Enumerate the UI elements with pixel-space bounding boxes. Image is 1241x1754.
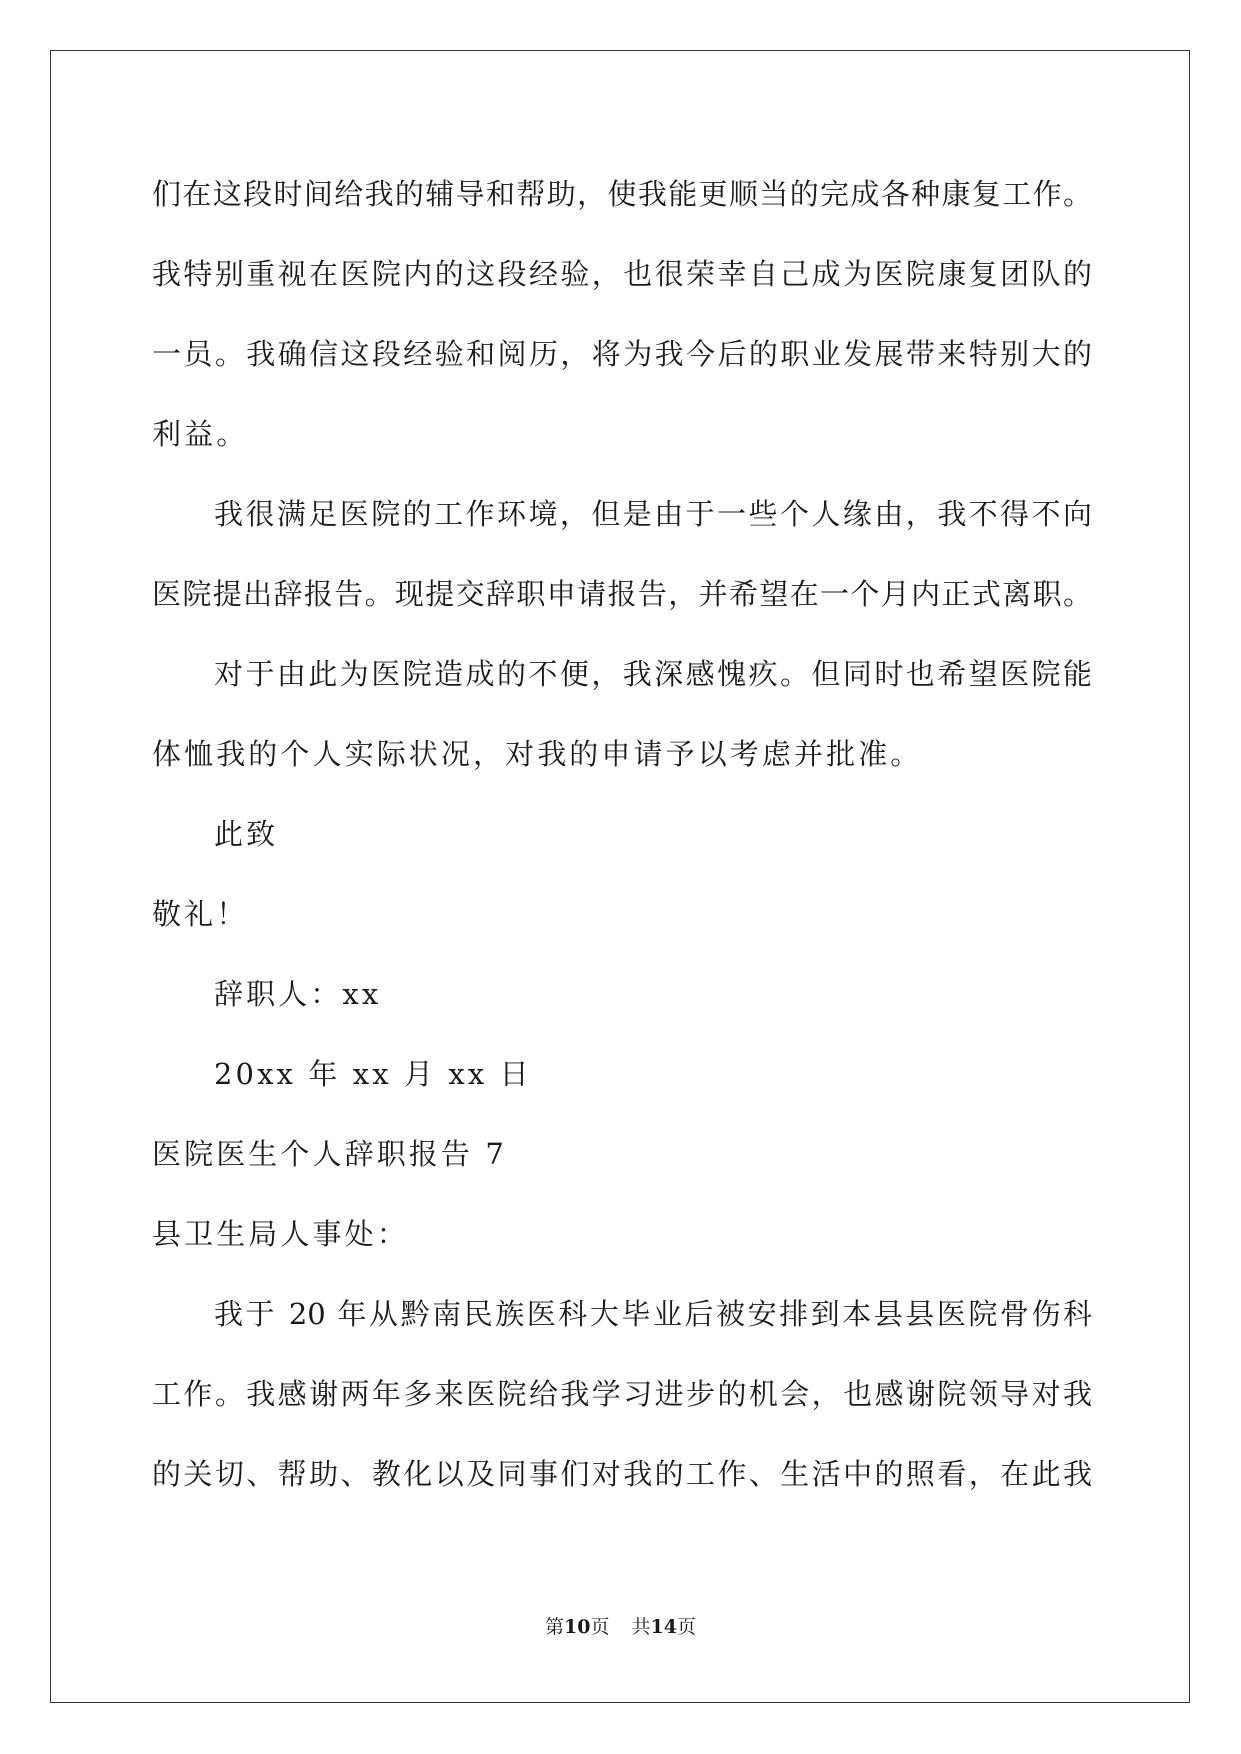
page-current-number: 10: [564, 1616, 591, 1638]
total-suffix: 页: [676, 1616, 696, 1638]
closing-regards: 敬礼！: [152, 897, 249, 931]
body-line-5: 我很满足医院的工作环境，但是由于一些个人缘由，我不得不向: [214, 497, 1092, 531]
body-line-15: 我于 20 年从黔南民族医科大毕业后被安排到本县县医院骨伤科: [214, 1297, 1092, 1331]
body-line-17: 的关切、帮助、教化以及同事们对我的工作、生活中的照看，在此我: [152, 1457, 1092, 1491]
page-mid: 页: [590, 1616, 610, 1638]
page-prefix: 第: [545, 1616, 565, 1638]
body-line-16: 工作。我感谢两年多来医院给我学习进步的机会，也感谢院领导对我: [152, 1377, 1092, 1411]
signature-name: 辞职人：xx: [214, 977, 382, 1011]
body-line-2: 我特别重视在医院内的这段经验，也很荣幸自己成为医院康复团队的: [152, 257, 1092, 291]
body-line-1: 们在这段时间给我的辅导和帮助，使我能更顺当的完成各种康复工作。: [152, 177, 1092, 211]
page-footer: [0, 1614, 1241, 1640]
body-line-3: 一员。我确信这段经验和阅历，将为我今后的职业发展带来特别大的: [152, 337, 1092, 371]
closing-salutation: 此致: [214, 817, 279, 851]
body-line-8: 体恤我的个人实际状况，对我的申请予以考虑并批准。: [152, 737, 923, 771]
body-line-4: 利益。: [152, 417, 249, 451]
section-heading: 医院医生个人辞职报告 7: [152, 1137, 507, 1171]
total-prefix: 共: [631, 1616, 651, 1638]
addressee: 县卫生局人事处：: [152, 1217, 409, 1251]
body-line-7: 对于由此为医院造成的不便，我深感愧疚。但同时也希望医院能: [214, 657, 1092, 691]
page-total-number: 14: [650, 1616, 677, 1638]
body-line-6: 医院提出辞报告。现提交辞职申请报告，并希望在一个月内正式离职。: [152, 577, 1092, 611]
signature-date: 20xx 年 xx 月 xx 日: [214, 1057, 532, 1091]
